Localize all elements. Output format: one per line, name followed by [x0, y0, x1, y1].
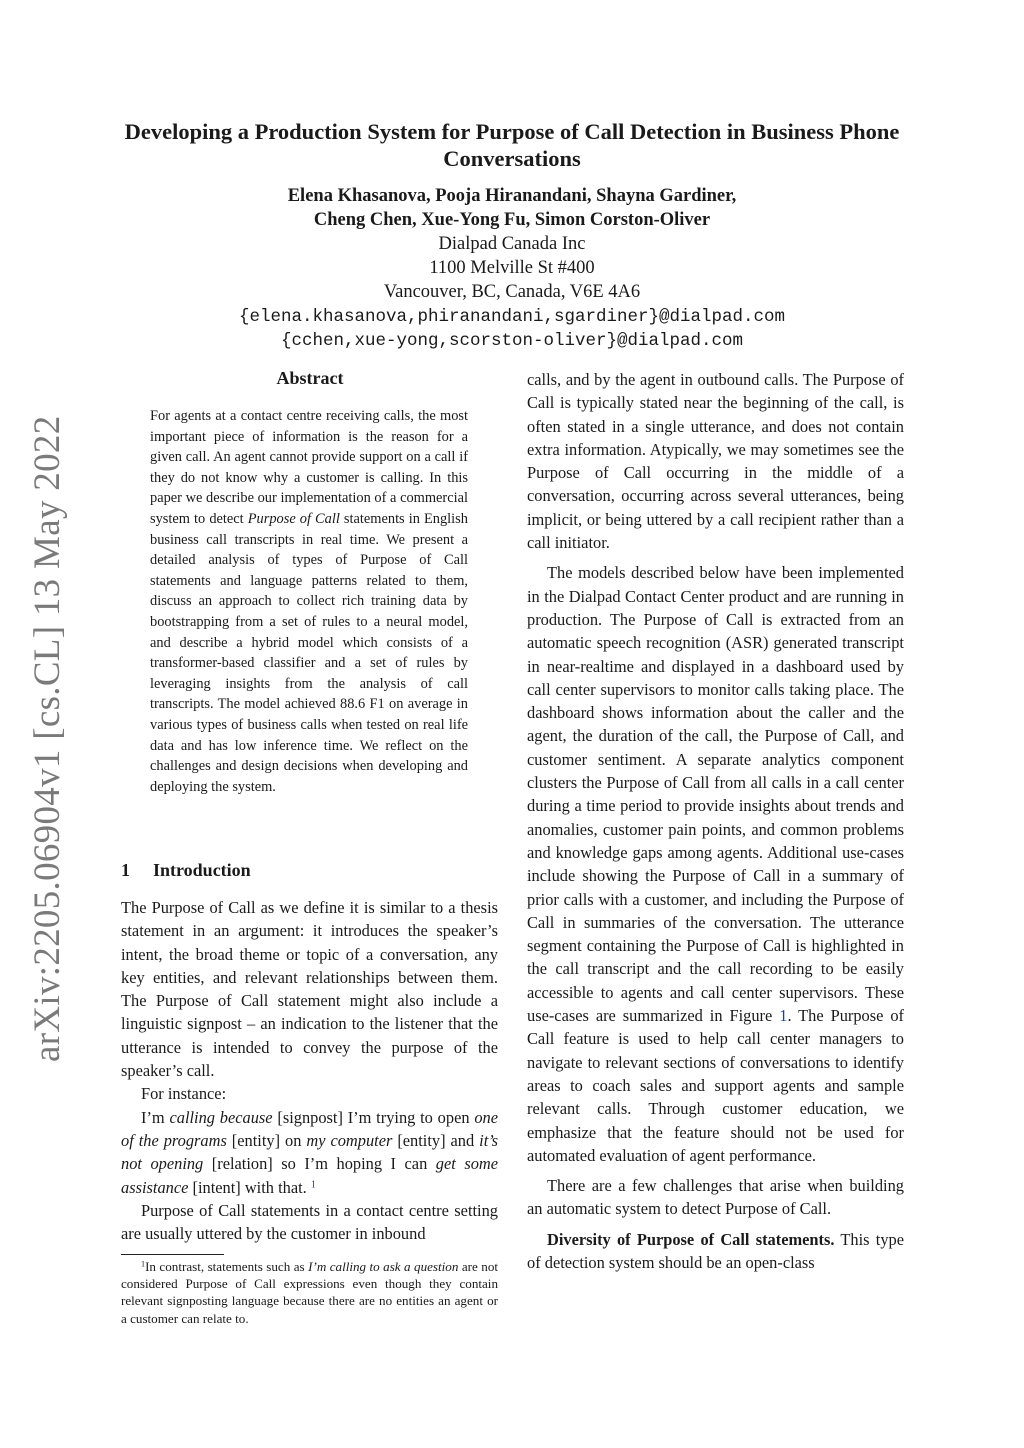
section-heading-introduction	[121, 858, 501, 882]
arxiv-stamp: arXiv:2205.06904v1 [cs.CL] 13 May 2022	[27, 415, 68, 1062]
authors-line-1: Elena Khasanova, Pooja Hiranandani, Shayna Gardiner,	[287, 186, 737, 206]
abstract-part-2: statements in English business call transcripts in real time. We present a detailed analysis of types of Purpose of Call statements and language patterns related to them, discuss an approach to collect rich training data by bootstrapping from a set of rules to a neural model, and describe a hybrid model which consists of a transformer-based classifier and a set of rules by leveraging insights from the analysis of call transcripts. The model achieved 88.6 F1 on average in various types of business calls when tested on real life data and has low inference time. We reflect on the challenges and design decisions when developing and deploying the system.	[150, 510, 468, 795]
right-column-body	[527, 368, 904, 1274]
example-text: I’m	[141, 1107, 170, 1127]
intro-example	[121, 1106, 498, 1199]
intro-paragraph-4: Purpose of Call statements in a contact centre setting are usually uttered by the customer in inbound	[121, 1200, 498, 1244]
footnote-emphasis: I’m calling to ask a question	[308, 1259, 459, 1274]
author-emails	[100, 305, 924, 353]
authors-line-2: Cheng Chen, Xue-Yong Fu, Simon Corston-Oliver	[313, 210, 711, 230]
right-paragraph-2-text: . The Purpose of Call feature is used to help call center managers to navigate to relevant sections of conversations to identify areas to coach sales and support agents and sample relevant calls. Through customer education, we emphasize that the feature should not be used for automated evaluation of agent performance.	[527, 1006, 904, 1165]
footnote-mark: 1	[141, 1259, 146, 1269]
footnote-reference-link[interactable]: 1	[310, 1178, 316, 1190]
affiliation-street: 1100 Melville St #400	[429, 258, 595, 278]
intro-paragraph-2: For instance:	[141, 1084, 227, 1104]
section-title: Introduction	[153, 860, 251, 880]
footnote	[121, 1258, 498, 1327]
example-text: [entity] and	[392, 1130, 480, 1150]
example-text: [signpost] I’m trying to open	[272, 1107, 475, 1127]
paragraph-lead-heading: Diversity of Purpose of Call statements.	[547, 1229, 835, 1249]
abstract-part-1: For agents at a contact centre receiving calls, the most important piece of information is the reason for a given call. An agent cannot provide support on a call if they do not know why a customer is calling. In this paper we describe our implementation of a commercial system to detect	[150, 408, 468, 527]
right-paragraph-1: calls, and by the agent in outbound calls. The Purpose of Call is typically stated near the beginning of the call, is often stated in a single utterance, and does not contain extra information. Atypically, we may sometimes see the Purpose of Call occurring in the middle of a conversation, occurring across several utterances, being implicit, or being uttered by a call recipient rather than a call initiator.	[527, 370, 904, 553]
figure-reference-link[interactable]: 1	[779, 1006, 788, 1026]
email-line-1: {elena.khasanova,phiranandani,sgardiner}@dialpad.com	[238, 307, 786, 327]
footnote-text: are not considered Purpose of Call expressions even though they contain relevant signposting language because there are no entities an agent or a customer can relate to.	[121, 1259, 499, 1326]
right-paragraph-2	[527, 561, 904, 1167]
example-intent: get some assistance	[121, 1154, 498, 1197]
example-entity: my computer	[306, 1130, 393, 1150]
intro-paragraph-1: The Purpose of Call as we define it is similar to a thesis statement in an argument: it introduces the speaker’s intent, the broad theme or topic of a conversation, any key entities, and relevant relationships between them. The Purpose of Call statement might also include a linguistic signpost – an indication to the listener that the utterance is intended to convey the purpose of the speaker’s call.	[121, 898, 498, 1081]
author-list	[100, 184, 924, 232]
example-text: [entity] on	[226, 1130, 307, 1150]
right-paragraph-4-text: This type of detection system should be an open-class	[527, 1229, 904, 1272]
example-text: [relation] so I’m hoping I can	[203, 1154, 436, 1174]
example-entity: one of the programs	[121, 1107, 498, 1150]
left-column-body	[121, 896, 498, 1245]
footnote-divider	[121, 1254, 224, 1255]
footnote-text: In contrast, statements such as	[145, 1259, 309, 1274]
example-relation: it’s not opening	[121, 1130, 498, 1174]
section-number: 1	[121, 860, 130, 880]
paper-title: Developing a Production System for Purpose of Call Detection in Business Phone Conversations	[124, 119, 900, 171]
affiliation-org: Dialpad Canada Inc	[438, 234, 586, 254]
example-text: [intent] with that.	[188, 1177, 311, 1197]
example-signpost: calling because	[169, 1107, 273, 1127]
affiliation	[100, 232, 924, 304]
right-paragraph-4	[527, 1228, 904, 1275]
abstract-emphasis: Purpose of Call	[247, 510, 340, 527]
affiliation-city: Vancouver, BC, Canada, V6E 4A6	[383, 282, 641, 302]
abstract-heading: Abstract	[276, 368, 344, 388]
right-paragraph-3: There are a few challenges that arise when building an automatic system to detect Purpose of Call.	[527, 1176, 904, 1219]
right-paragraph-2-text: The models described below have been implemented in the Dialpad Contact Center product and are running in production. The Purpose of Call is extracted from an automatic speech recognition (ASR) generated transcript in near-realtime and displayed in a dashboard used by call center supervisors to monitor calls taking place. The dashboard shows information about the caller and the agent, the duration of the call, the Purpose of Call, and customer sentiment. A separate analytics component clusters the Purpose of Call from all calls in a call center during a time period to provide insights about trends and anomalies, customer pain points, and common problems and knowledge gaps among agents. Additional use-cases include showing the Purpose of Call in a summary of prior calls with a customer, and including the Purpose of Call in summaries of the conversation. The utterance segment containing the Purpose of Call is highlighted in the call transcript and the call recording to be easily accessible to agents and call center supervisors. These use-cases are summarized in Figure	[527, 563, 904, 1026]
abstract-text	[150, 406, 468, 797]
email-line-2: {cchen,xue-yong,scorston-oliver}@dialpad.com	[280, 331, 744, 351]
